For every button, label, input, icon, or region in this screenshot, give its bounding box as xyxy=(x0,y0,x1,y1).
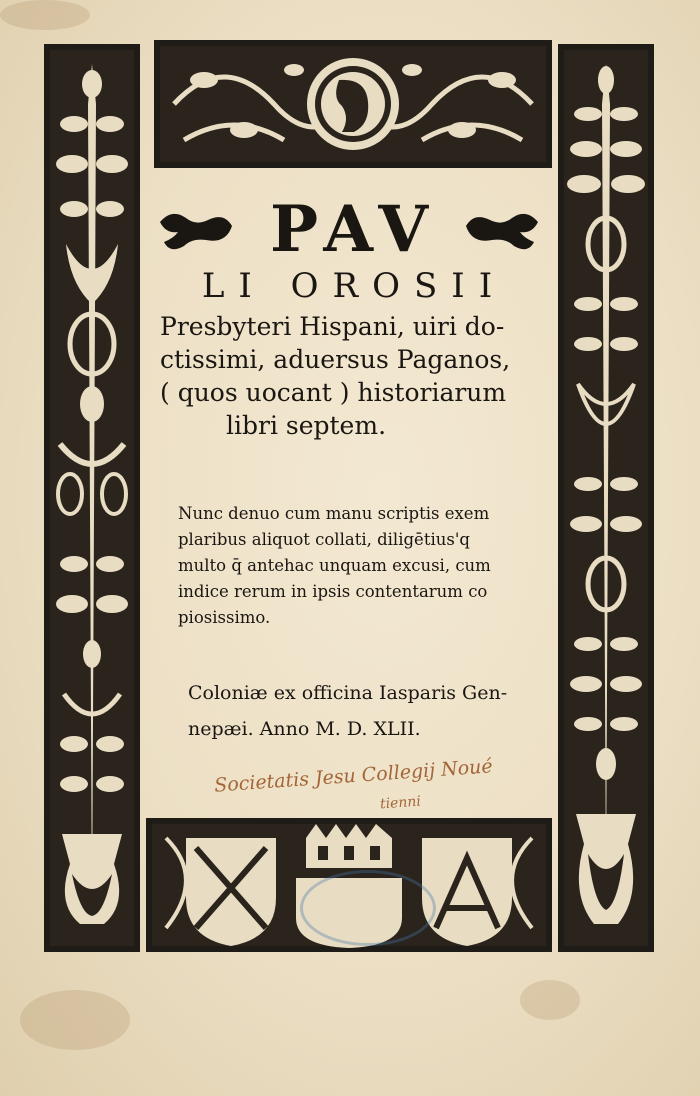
title-line-1: PAV xyxy=(269,192,439,267)
description-line: indice rerum in ipsis contentarum co xyxy=(178,582,488,601)
imprint-line: Coloniæ ex officina Iasparis Gen- xyxy=(188,682,508,704)
paper-stain xyxy=(20,990,130,1050)
subtitle-line: ctissimi, aduersus Paganos, xyxy=(160,345,511,374)
title-line-2: LI OROSII xyxy=(201,266,507,306)
right-border-woodcut xyxy=(558,44,654,952)
ownership-inscription-line2: tienni xyxy=(379,793,422,813)
paper-stain xyxy=(520,980,580,1020)
top-border-woodcut xyxy=(154,40,552,168)
subtitle-line: ( quos uocant ) historiarum xyxy=(160,378,507,407)
left-border-woodcut xyxy=(44,44,140,952)
paper-stain xyxy=(0,0,90,30)
subtitle-line: Presbyteri Hispani, uiri do- xyxy=(160,312,505,341)
subtitle-line: libri septem. xyxy=(226,411,387,440)
description-line: multo q̄ antehac unquam excusi, cum xyxy=(178,556,491,575)
imprint-line: nepæi. Anno M. D. XLII. xyxy=(188,718,421,740)
description-line: plaribus aliquot collati, diligētius'q xyxy=(178,530,470,549)
description-line: Nunc denuo cum manu scriptis exem xyxy=(178,504,490,523)
library-stamp xyxy=(300,870,436,946)
ownership-inscription: Societatis Jesu Collegij Noué xyxy=(213,755,494,797)
title-text-block xyxy=(156,182,552,812)
description-line: piosissimo. xyxy=(178,608,271,627)
